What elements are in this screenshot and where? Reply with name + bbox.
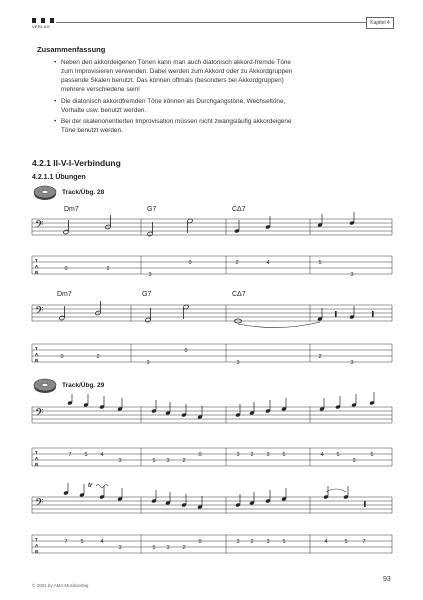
summary-bullet-3: • Bei der skalenorientierten Improvisation müssen nicht zwangsläufig akkordeigene Töne benutzt werden. [61,118,301,136]
svg-text:3: 3 [352,458,356,464]
chord-dm7: Dm7 [64,206,79,213]
svg-text:2: 2 [182,545,186,551]
chord-cmaj7-2: CΔ7 [232,291,246,298]
svg-text:5: 5 [80,539,84,545]
page-number: 93 [383,576,391,583]
svg-text:0: 0 [188,260,192,266]
svg-text:𝄢: 𝄢 [35,406,44,421]
svg-text:5: 5 [318,260,322,266]
svg-text:T: T [35,450,38,455]
svg-text:7: 7 [64,539,68,545]
summary-bullet-2: • Die diatonisch akkordfremden Töne können als Durchgangstöne, Wechseltöne, Vorhalte usw. benutzt werden. [61,98,301,116]
track-label-29: Track/Übg. 29 [62,382,105,389]
svg-text:3: 3 [266,539,270,545]
svg-text:2: 2 [318,354,322,360]
svg-text:5: 5 [344,539,348,545]
svg-text:2: 2 [235,260,239,266]
svg-text:5: 5 [282,452,286,458]
svg-text:3: 3 [118,458,122,464]
svg-text:𝄢: 𝄢 [35,496,44,511]
svg-text:0: 0 [60,354,64,360]
chord-g7: G7 [147,206,157,213]
svg-text:3: 3 [236,360,240,366]
svg-text:B: B [35,549,39,554]
svg-text:A: A [35,456,39,461]
chapter-label: Kapitel 4 [366,17,394,29]
svg-text:5: 5 [152,458,156,464]
svg-text:3: 3 [166,458,170,464]
summary-title: Zusammenfassung [37,45,106,54]
svg-text:3: 3 [350,360,354,366]
svg-text:2: 2 [106,266,110,272]
svg-text:0: 0 [64,266,68,272]
chord-g7-2: G7 [142,291,152,298]
svg-text:2: 2 [182,458,186,464]
svg-text:𝄢: 𝄢 [35,218,44,233]
svg-text:0: 0 [198,539,202,545]
svg-text:3: 3 [266,452,270,458]
svg-text:3: 3 [236,452,240,458]
svg-text:4: 4 [100,539,104,545]
svg-text:3: 3 [146,360,150,366]
svg-text:B: B [35,462,39,467]
svg-text:𝄢: 𝄢 [35,304,44,319]
svg-text:A: A [35,543,39,548]
svg-text:A: A [35,264,39,269]
svg-text:5: 5 [336,452,340,458]
svg-text:5: 5 [370,452,374,458]
svg-text:5: 5 [84,452,88,458]
svg-text:5: 5 [282,539,286,545]
section-heading: 4.2.1 II-V-I-Verbindung [32,158,121,168]
svg-text:4: 4 [100,452,104,458]
svg-text:7: 7 [362,539,366,545]
svg-text:3: 3 [166,545,170,551]
svg-text:4: 4 [324,539,328,545]
trill-ornament: tr [88,483,93,489]
svg-text:2: 2 [96,354,100,360]
subsection-heading: 4.2.1.1 Übungen [32,174,86,181]
svg-text:0: 0 [184,348,188,354]
svg-text:A: A [35,352,39,357]
svg-text:3: 3 [148,272,152,278]
svg-text:T: T [35,258,38,263]
track-label-28: Track/Übg. 28 [62,189,105,196]
svg-text:T: T [35,537,38,542]
publisher-small-text: VERLAG [32,24,51,29]
chord-cmaj7: CΔ7 [232,206,246,213]
svg-text:2: 2 [250,452,254,458]
svg-text:2: 2 [250,539,254,545]
svg-text:5: 5 [152,545,156,551]
svg-text:7: 7 [68,452,72,458]
svg-text:3: 3 [350,272,354,278]
svg-text:T: T [35,346,38,351]
svg-text:B: B [35,358,39,363]
svg-text:3: 3 [118,545,122,551]
svg-text:4: 4 [266,260,270,266]
svg-text:B: B [35,270,39,275]
svg-text:0: 0 [198,452,202,458]
chord-dm7-2: Dm7 [57,291,72,298]
svg-text:4: 4 [320,452,324,458]
svg-text:3: 3 [236,539,240,545]
copyright: © 2001 by AMA Musikverlag [32,583,89,588]
summary-bullet-1: • Neben den akkordeigenen Tönen kann man auch diatonisch akkord-fremde Töne zum Improvisieren verwenden. Dabei werden zum Akkord oder zu Akkordgruppen passende Skalen benutzt. Das können oftmals (besonders bei Akkordgruppen) mehrere verschiedene sein! [61,59,301,95]
